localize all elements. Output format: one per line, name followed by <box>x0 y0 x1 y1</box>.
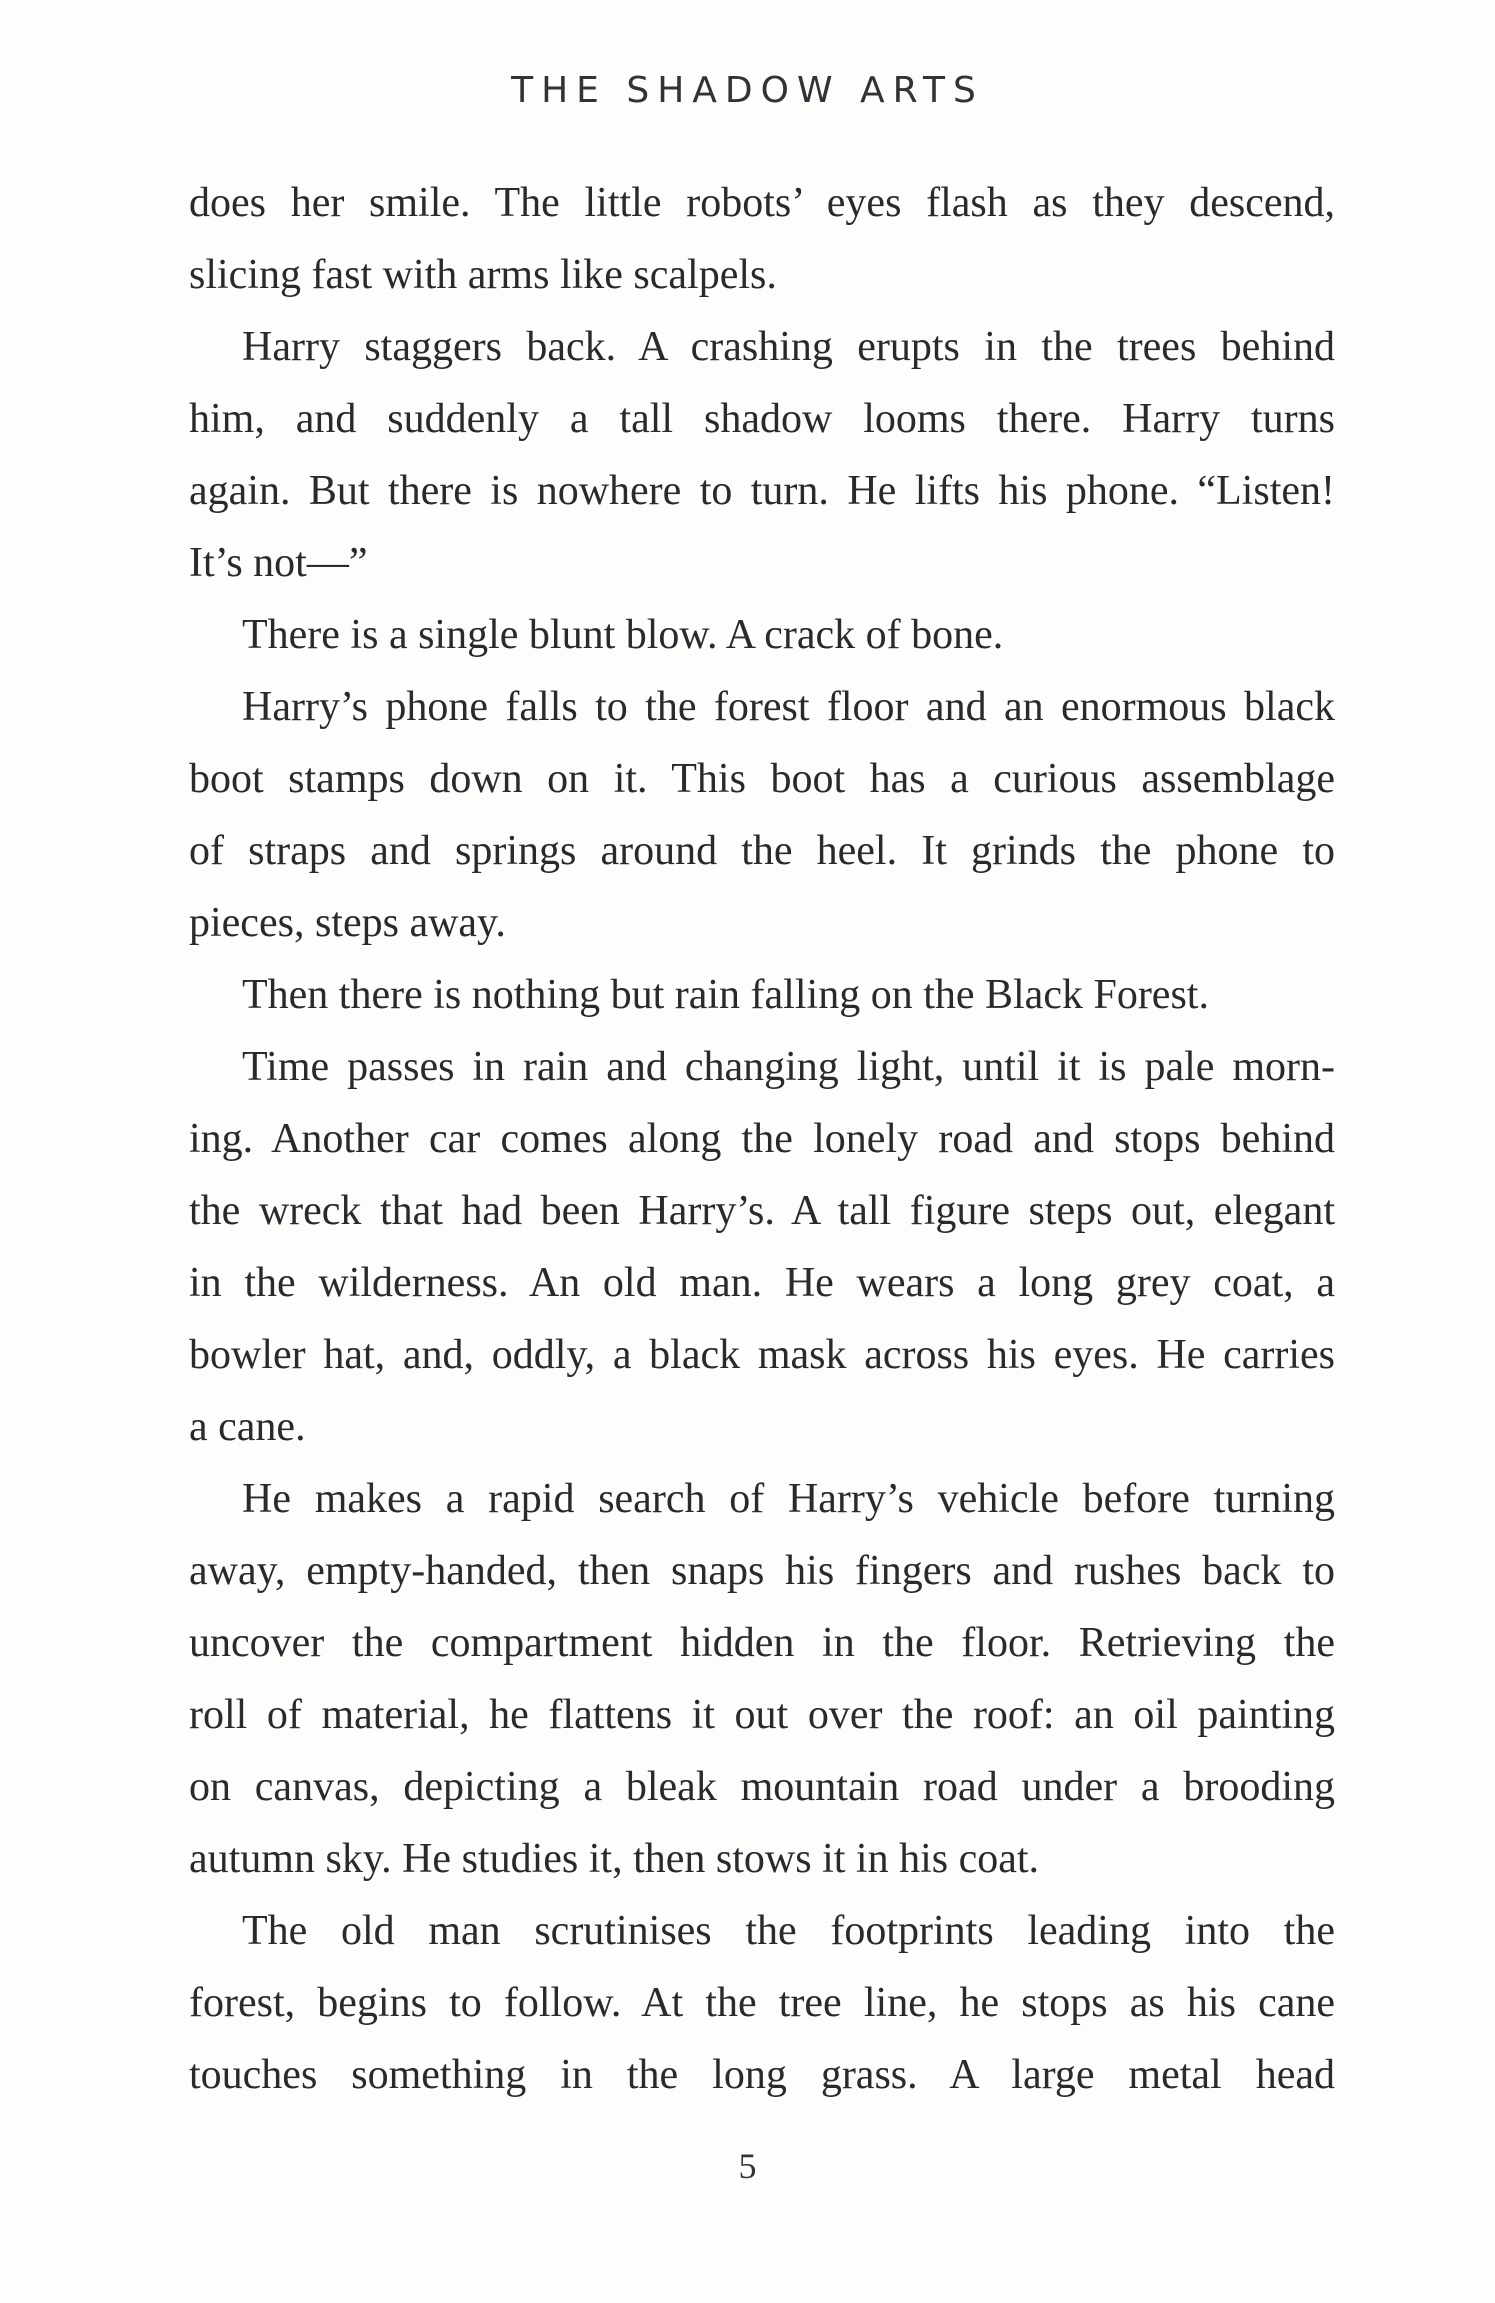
text-line: touches something in the long grass. A large metal head <box>189 2052 1335 2098</box>
body-text <box>189 167 1335 2111</box>
text-line: away, empty-handed, then snaps his fingers and rushes back to <box>189 1548 1335 1594</box>
text-line: the wreck that had been Harry’s. A tall figure steps out, elegant <box>189 1188 1335 1234</box>
text-line: Time passes in rain and changing light, until it is pale morn- <box>242 1044 1335 1090</box>
text-line: Harry’s phone falls to the forest floor and an enormous black <box>242 684 1335 730</box>
text-line: There is a single blunt blow. A crack of bone. <box>242 612 1004 658</box>
page-number: 5 <box>738 2146 757 2186</box>
text-line: of straps and springs around the heel. It grinds the phone to <box>189 828 1335 874</box>
text-line: in the wilderness. An old man. He wears a long grey coat, a <box>189 1260 1335 1306</box>
text-line: on canvas, depicting a bleak mountain road under a brooding <box>189 1764 1335 1810</box>
text-line: does her smile. The little robots’ eyes flash as they descend, <box>189 180 1335 226</box>
text-line: The old man scrutinises the footprints leading into the <box>242 1908 1335 1954</box>
text-line: pieces, steps away. <box>189 900 506 946</box>
text-line: roll of material, he flattens it out over the roof: an oil painting <box>189 1692 1335 1738</box>
text-line: again. But there is nowhere to turn. He lifts his phone. “Listen! <box>189 468 1335 514</box>
text-line: boot stamps down on it. This boot has a curious assemblage <box>189 756 1335 802</box>
text-line: bowler hat, and, oddly, a black mask across his eyes. He carries <box>189 1332 1335 1378</box>
running-head: THE SHADOW ARTS <box>511 70 984 111</box>
text-line: forest, begins to follow. At the tree line, he stops as his cane <box>189 1980 1335 2026</box>
text-line: ing. Another car comes along the lonely road and stops behind <box>189 1116 1335 1162</box>
text-line: a cane. <box>189 1404 306 1450</box>
text-line: autumn sky. He studies it, then stows it in his coat. <box>189 1836 1040 1882</box>
text-line: him, and suddenly a tall shadow looms there. Harry turns <box>189 396 1335 442</box>
text-line: Then there is nothing but rain falling on the Black Forest. <box>242 972 1209 1018</box>
text-line: uncover the compartment hidden in the floor. Retrieving the <box>189 1620 1335 1666</box>
text-line: Harry staggers back. A crashing erupts in the trees behind <box>242 324 1335 370</box>
text-line: He makes a rapid search of Harry’s vehicle before turning <box>242 1476 1335 1522</box>
text-line: slicing fast with arms like scalpels. <box>189 252 777 298</box>
text-line: It’s not—” <box>189 540 368 586</box>
